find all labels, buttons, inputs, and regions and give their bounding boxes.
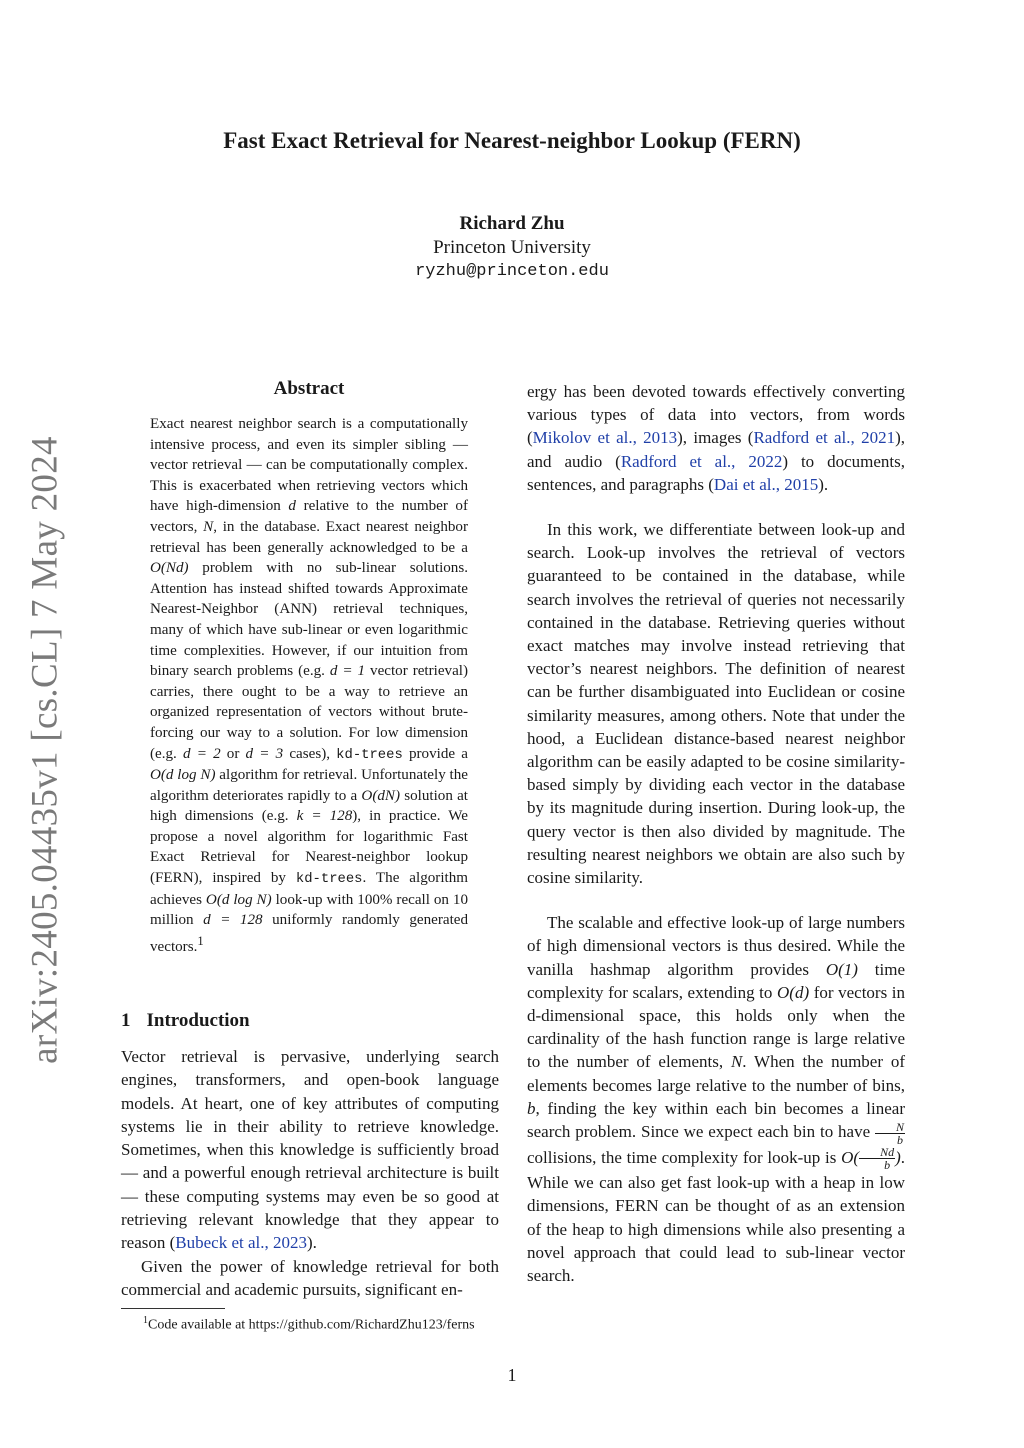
- footnote: [143, 1315, 475, 1334]
- right-paragraph-1: ergy has been devoted towards effectively converting various types of data into vectors, from words (Mikolov et al., 2013), images (Radford et al., 2021), and audio (Radford et al., 2022) to documents, sentences, and paragraphs (Dai et al., 2015).: [527, 382, 905, 494]
- arxiv-watermark: [15, 436, 75, 1064]
- section-number: 1: [121, 1010, 131, 1031]
- abstract-body: Exact nearest neighbor search is a computationally intensive process, and even its simpler sibling — vector retrieval — can be computationally complex. This is exacerbated when retrieving vectors which have high-dimension d relative to the number of vectors, N, in the database. Exact nearest neighbor retrieval has been generally acknowledged to be a O(Nd) problem with no sub-linear solutions. Attention has instead shifted towards Approximate Nearest-Neighbor (ANN) retrieval techniques, many of which have sub-linear or even logarithmic time complexities. However, if our intuition from binary search problems (e.g. d = 1 vector retrieval) carries, there ought to be a way to retrieve an organized representation of vectors without brute-forcing our way to a solution. For low dimension (e.g. d = 2 or d = 3 cases), kd-trees provide a O(d log N) algorithm for retrieval. Unfortunately the algorithm deteriorates rapidly to a O(dN) solution at high dimensions (e.g. k = 128), in practice. We propose a novel algorithm for logarithmic Fast Exact Retrieval for Nearest-neighbor lookup (FERN), inspired by kd-trees. The algorithm achieves O(d log N) look-up with 100% recall on 10 million d = 128 uniformly randomly generated vectors.$^1$: [150, 416, 469, 955]
- footnote-divider: [121, 1308, 225, 1309]
- citation-radford-2021[interactable]: Radford et al., 2021: [753, 428, 896, 448]
- author-block: [0, 212, 1024, 284]
- citation-mikolov[interactable]: Mikolov et al., 2013: [532, 428, 678, 448]
- paper-title: Fast Exact Retrieval for Nearest-neighbor Lookup (FERN): [223, 128, 801, 153]
- intro-paragraph-2: Given the power of knowledge retrieval for both commercial and academic pursuits, significant en-: [121, 1256, 499, 1299]
- citation-bubeck[interactable]: Bubeck et al., 2023: [175, 1233, 307, 1253]
- introduction-body: [121, 1045, 499, 1301]
- section-title: Introduction: [146, 1010, 250, 1031]
- arxiv-id: arXiv:2405.04435v1 [cs.CL] 7 May 2024: [24, 436, 66, 1064]
- footnote-marker[interactable]: 1: [197, 933, 204, 948]
- right-column: [527, 380, 905, 1287]
- footnote-number: 1: [143, 1315, 148, 1326]
- section-heading-introduction: [121, 1010, 250, 1032]
- page-number: 1: [507, 1365, 517, 1385]
- right-paragraph-2: In this work, we differentiate between look-up and search. Look-up involves the retrieval of vectors guaranteed to be contained in the database, while search involves the retrieval of queries not necessarily contained in the database. Retrieving queries without exact matches may involve instead retrieving that vector’s nearest neighbors. The definition of nearest can be further disambiguated into Euclidean or cosine similarity measures, among others. Note that under the hood, a Euclidean distance-based nearest neighbor algorithm can be easily adapted to be cosine similarity-based simply by dividing each vector in the database by its magnitude during insertion. During look-up, the query vector is then also divided by magnitude. The resulting nearest neighbors we obtain are also such by cosine similarity.: [527, 520, 905, 888]
- fraction-n-over-b: $\frac{N}{b}$: [875, 1121, 905, 1146]
- author-email: ryzhu@princeton.edu: [415, 262, 609, 281]
- citation-dai[interactable]: Dai et al., 2015: [713, 474, 819, 494]
- citation-radford-2022[interactable]: Radford et al., 2022: [620, 451, 783, 471]
- author-affiliation: Princeton University: [433, 237, 591, 258]
- abstract-heading: Abstract: [273, 378, 345, 399]
- right-paragraph-3: The scalable and effective look-up of large numbers of high dimensional vectors is thus desired. While the vanilla hashmap algorithm provides O(1) time complexity for scalars, extending to O(d) for vectors in d-dimensional space, this holds only when the cardinality of the hash function range is large relative to the number of elements, N. When the number of elements becomes large relative to the number of bins, b, finding the key within each bin becomes a linear search problem. Since we expect each bin to have $\frac{N}{b}$ collisions, the time complexity for look-up is O( $\frac{Nd}{b}$ ). While we can also get fast look-up with a heap in low dimensions, FERN can be thought of as an extension of the heap to high dimensions while also presenting a novel approach that could lead to sub-linear vector search.: [527, 913, 906, 1286]
- fraction-nd-over-b: $\frac{Nd}{b}$: [859, 1146, 895, 1171]
- author-name: Richard Zhu: [459, 213, 565, 234]
- footnote-text[interactable]: Code available at https://github.com/RichardZhu123/ferns: [148, 1317, 475, 1333]
- intro-paragraph-1: Vector retrieval is pervasive, underlying search engines, transformers, and open-book language models. At heart, one of key attributes of computing systems lie in their ability to retrieve knowledge. Sometimes, when this knowledge is sufficiently broad — and a powerful enough retrieval architecture is built — these computing systems may even be so good at retrieving relevant knowledge that they appear to reason (Bubeck et al., 2023).: [121, 1047, 499, 1253]
